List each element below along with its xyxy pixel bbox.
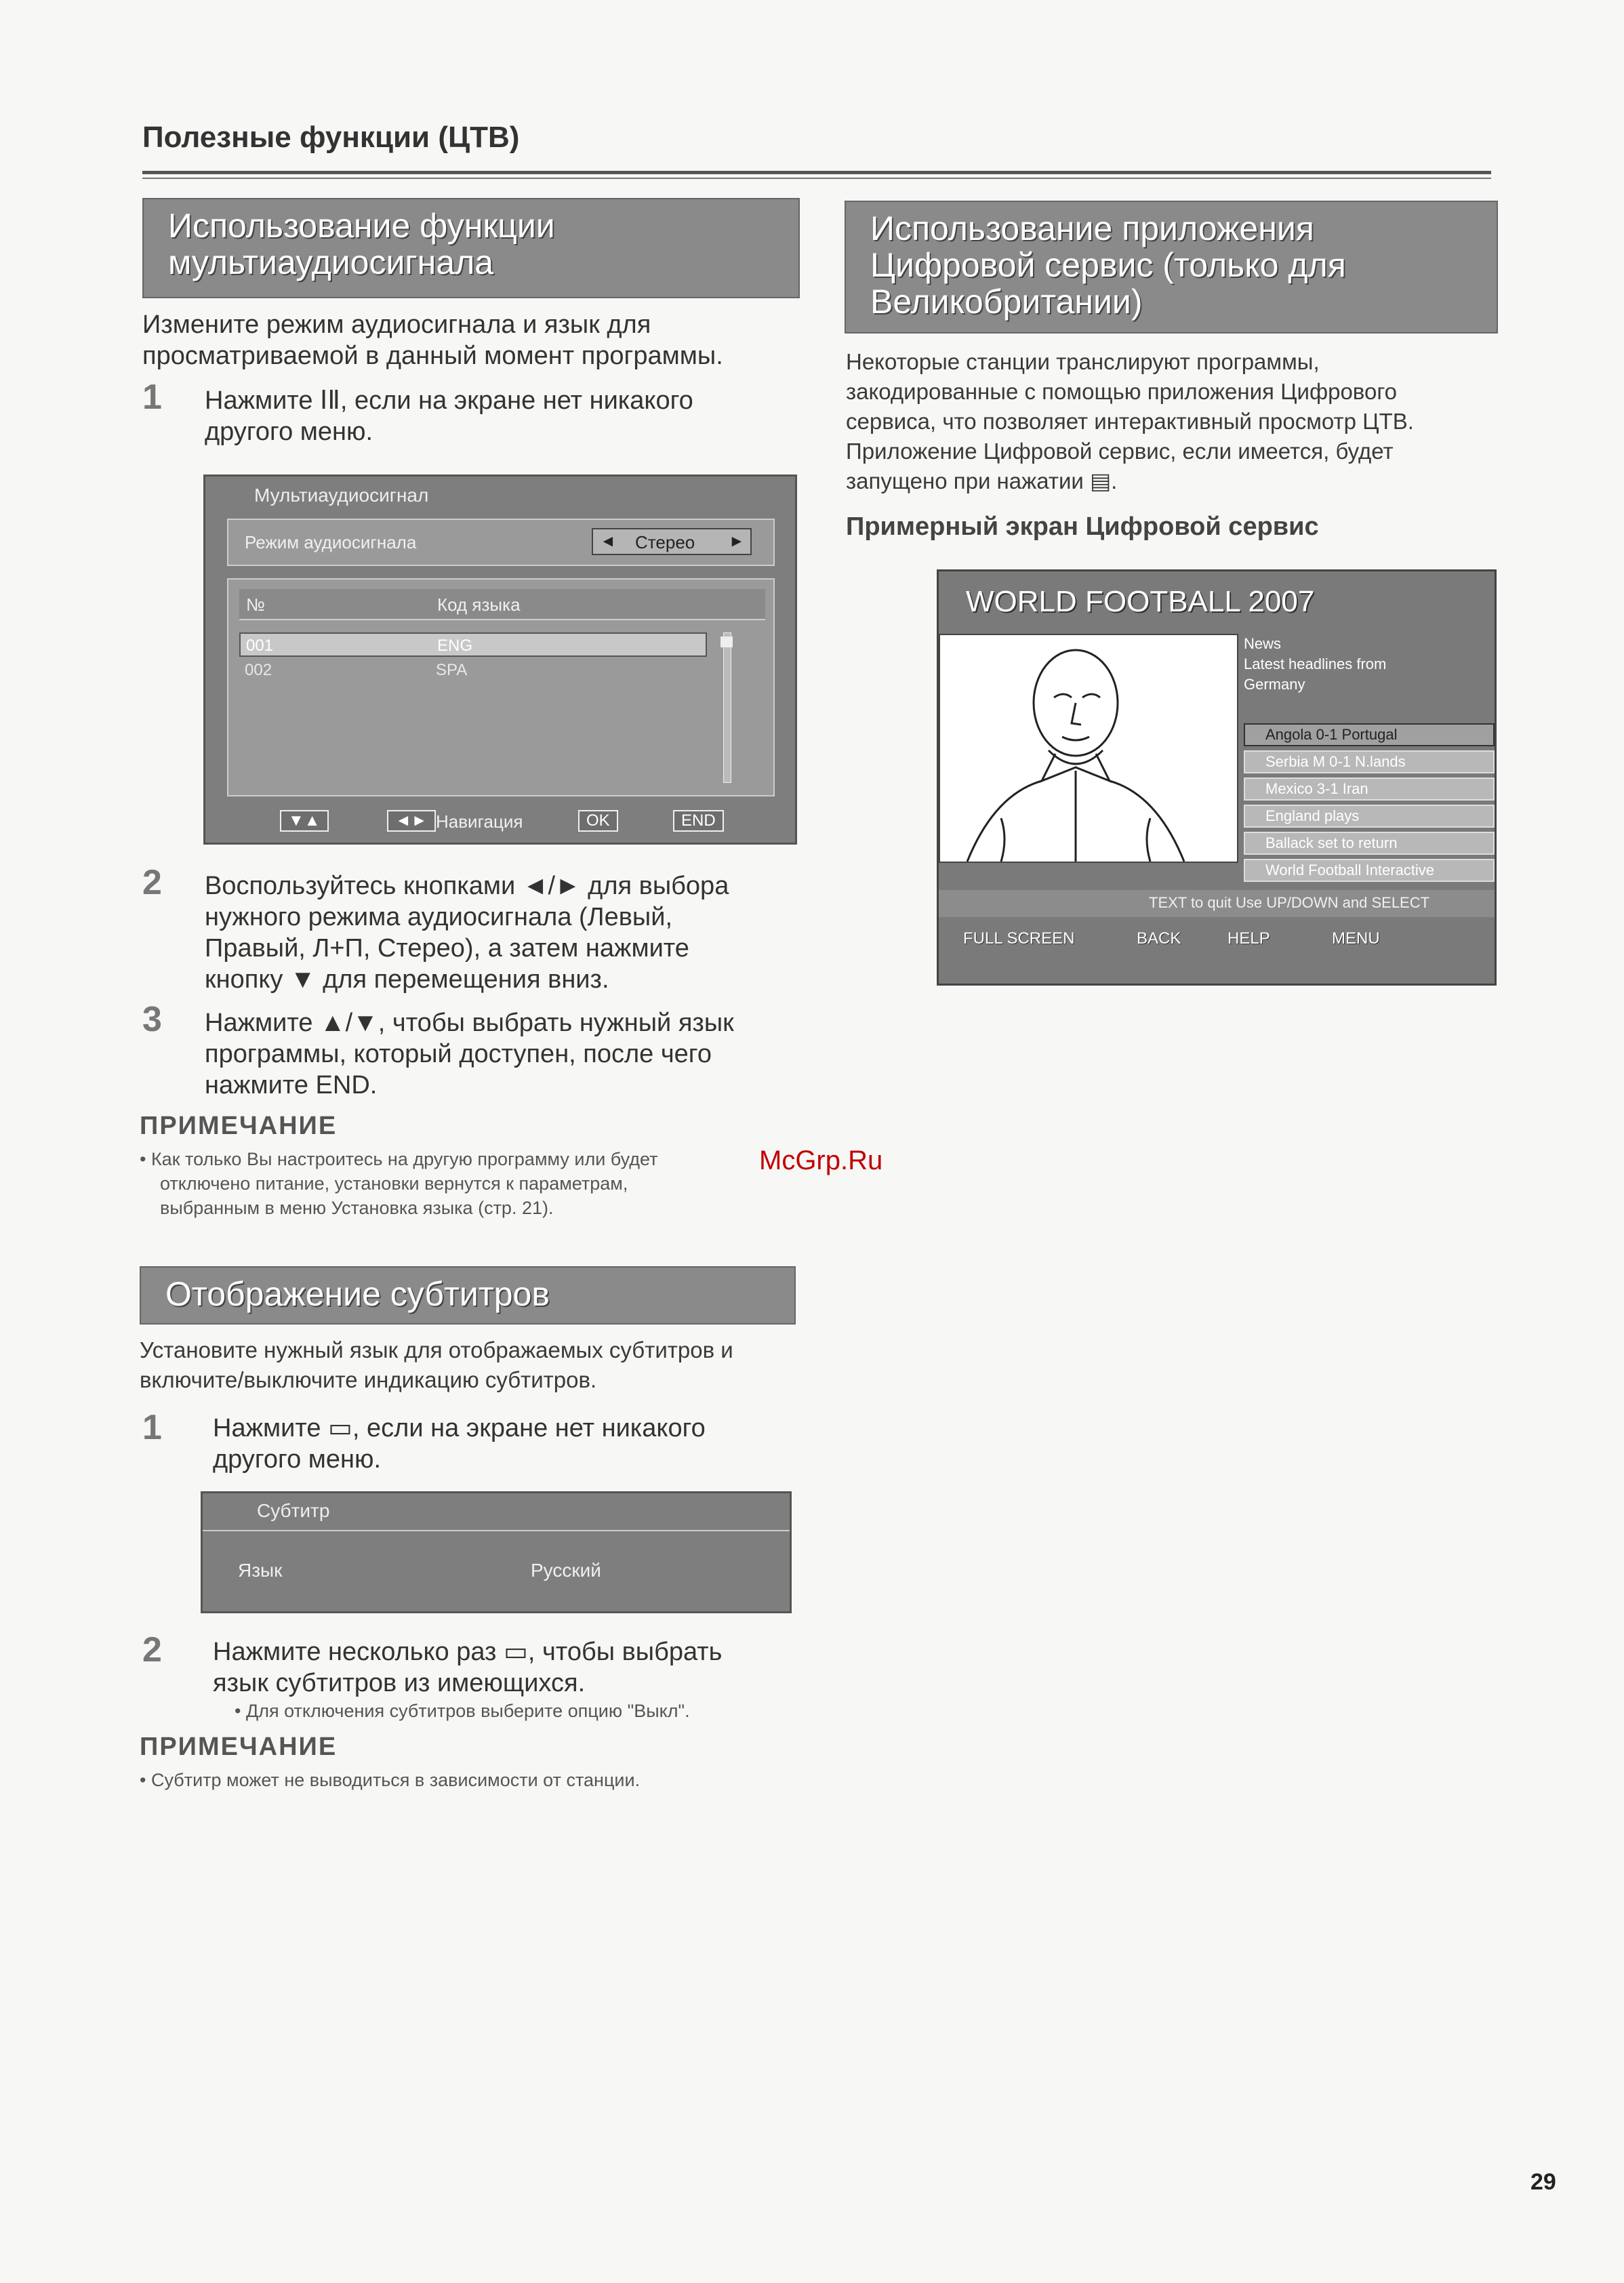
subtitles-step-1-text: [213, 1413, 823, 1475]
digital-service-body: [846, 347, 1510, 496]
step-line: Нажмите несколько раз ▭, чтобы выбрать: [213, 1638, 723, 1666]
step-line: другого меню.: [213, 1445, 382, 1474]
full-screen-button[interactable]: FULL SCREEN: [963, 929, 1075, 948]
up-down-icon[interactable]: ▼▲: [280, 810, 329, 832]
scrollbar[interactable]: [723, 632, 731, 783]
step-line: Воспользуйтесь кнопками ◄/► для выбора: [205, 872, 729, 900]
step-line: программы, который доступен, после чего: [205, 1040, 712, 1068]
step-line: Нажмите ▲/▼, чтобы выбрать нужный язык: [205, 1009, 734, 1037]
example-screen-heading: Примерный экран Цифровой сервис: [846, 512, 1319, 541]
note-title: ПРИМЕЧАНИЕ: [140, 1733, 338, 1761]
navigation-label: Навигация: [436, 811, 523, 832]
step-number: 2: [142, 863, 162, 902]
note-line: отключено питание, установки вернутся к параметрам,: [160, 1173, 628, 1194]
note-line: • Как только Вы настроитесь на другую программу или будет: [140, 1149, 658, 1169]
step-3-text: [205, 1007, 828, 1101]
body-line: Некоторые станции транслируют программы,: [846, 349, 1320, 374]
subtitle-language-value[interactable]: Русский: [531, 1560, 601, 1581]
note-text: [140, 1147, 763, 1220]
intro-line: включите/выключите индикацию субтитров.: [140, 1367, 597, 1392]
body-line: запущено при нажатии ▤.: [846, 468, 1118, 493]
news-title: News: [1244, 635, 1282, 652]
column-header-language: Код языка: [437, 594, 521, 615]
step-line: нажмите END.: [205, 1071, 378, 1099]
scrollbar-thumb[interactable]: [720, 637, 733, 647]
audio-mode-value: Стерео: [635, 532, 695, 552]
subtitles-section-title: Отображение субтитров: [140, 1266, 796, 1325]
table-row[interactable]: [239, 632, 707, 657]
table-row[interactable]: [239, 658, 707, 683]
step-line: нужного режима аудиосигнала (Левый,: [205, 903, 673, 931]
step-1-text: [205, 385, 815, 447]
subtitles-step-2-subnote: • Для отключения субтитров выберите опцию "Выкл".: [235, 1701, 690, 1721]
divider: [203, 1530, 790, 1531]
left-right-icon[interactable]: ◄►: [387, 810, 436, 832]
multi-audio-screen: [203, 474, 797, 845]
body-line: Приложение Цифровой сервис, если имеется, будет: [846, 439, 1394, 464]
step-number: 3: [142, 1000, 162, 1039]
step-line: Нажмите ▭, если на экране нет никакого: [213, 1414, 706, 1442]
news-item[interactable]: England plays: [1244, 805, 1495, 828]
audio-mode-label: Режим аудиосигнала: [245, 532, 417, 552]
step-number: 1: [142, 1408, 162, 1447]
intro-line: Измените режим аудиосигнала и язык для: [142, 310, 651, 339]
body-line: сервиса, что позволяет интерактивный просмотр ЦТВ.: [846, 409, 1414, 434]
intro-line: просматриваемой в данный момент программы.: [142, 342, 723, 370]
news-subtitle: Latest headlines from: [1244, 655, 1387, 672]
body-line: закодированные с помощью приложения Цифрового: [846, 379, 1397, 404]
player-illustration-icon: [940, 635, 1237, 862]
hint-text: TEXT to quit Use UP/DOWN and SELECT: [1149, 894, 1430, 911]
arrow-left-icon[interactable]: ◄: [600, 532, 616, 550]
page-header: Полезные функции (ЦТВ): [142, 121, 520, 154]
news-item[interactable]: World Football Interactive: [1244, 859, 1495, 882]
step-line: Правый, Л+П, Стерео), а затем нажмите: [205, 934, 689, 963]
news-subtitle: Germany: [1244, 676, 1305, 693]
title-line: Великобритании): [870, 283, 1143, 321]
step-line: кнопку ▼ для перемещения вниз.: [205, 965, 609, 994]
title-line: Использование функции: [168, 207, 555, 245]
row-number: 001: [246, 637, 274, 655]
menu-button[interactable]: MENU: [1332, 929, 1380, 948]
title-line: Цифровой сервис (только для: [870, 246, 1346, 284]
subtitle-language-label: Язык: [238, 1560, 283, 1581]
subtitles-intro: [140, 1335, 804, 1395]
screen-footer: [205, 805, 795, 839]
title-line: мультиаудиосигнала: [168, 243, 494, 281]
news-item[interactable]: Serbia M 0-1 N.lands: [1244, 750, 1495, 773]
header-rule: [142, 171, 1491, 174]
intro-line: Установите нужный язык для отображаемых субтитров и: [140, 1337, 733, 1362]
audio-mode-selector[interactable]: [592, 528, 752, 555]
row-language: SPA: [436, 661, 468, 679]
list-header: [239, 589, 765, 620]
subtitle-screen: [201, 1491, 792, 1613]
title-line: Использование приложения: [870, 209, 1314, 247]
player-picture: [939, 634, 1238, 863]
end-button[interactable]: END: [673, 810, 724, 832]
row-number: 002: [245, 661, 272, 679]
language-list-panel: [227, 578, 775, 796]
header-rule-thin: [142, 178, 1491, 179]
row-language: ENG: [437, 637, 473, 655]
column-header-number: №: [246, 594, 265, 615]
news-item[interactable]: Ballack set to return: [1244, 832, 1495, 855]
step-2-text: [205, 870, 828, 995]
step-line: Нажмите ⅠⅡ, если на экране нет никакого: [205, 386, 693, 415]
news-item[interactable]: Angola 0-1 Portugal: [1244, 723, 1495, 746]
news-item[interactable]: Mexico 3-1 Iran: [1244, 777, 1495, 801]
news-panel: [1244, 634, 1495, 695]
ok-button[interactable]: OK: [578, 810, 618, 832]
step-number: 2: [142, 1630, 162, 1670]
arrow-right-icon[interactable]: ►: [729, 532, 745, 550]
watermark: McGrp.Ru: [759, 1146, 883, 1175]
step-line: язык субтитров из имеющихся.: [213, 1669, 586, 1697]
screen-title: Мультиаудиосигнал: [254, 485, 429, 506]
digital-service-section-title: [845, 201, 1498, 334]
step-number: 1: [142, 378, 162, 417]
digital-service-screen: [937, 569, 1497, 986]
screen-button-bar: [939, 920, 1495, 984]
screen-title: WORLD FOOTBALL 2007: [966, 585, 1315, 618]
audio-mode-panel: [227, 519, 775, 566]
page-number: 29: [1530, 2169, 1556, 2195]
note-title: ПРИМЕЧАНИЕ: [140, 1112, 338, 1140]
screen-title: Субтитр: [257, 1500, 330, 1521]
back-button[interactable]: BACK: [1137, 929, 1181, 948]
multi-audio-intro: [142, 309, 807, 371]
note-line: выбранным в меню Установка языка (стр. 21).: [160, 1198, 554, 1218]
step-line: другого меню.: [205, 418, 373, 446]
subtitles-step-2-text: [213, 1636, 823, 1699]
multi-audio-section-title: [142, 198, 800, 298]
help-button[interactable]: HELP: [1227, 929, 1270, 948]
hint-bar: [939, 890, 1495, 917]
note-text: • Субтитр может не выводиться в зависимости от станции.: [140, 1770, 641, 1790]
